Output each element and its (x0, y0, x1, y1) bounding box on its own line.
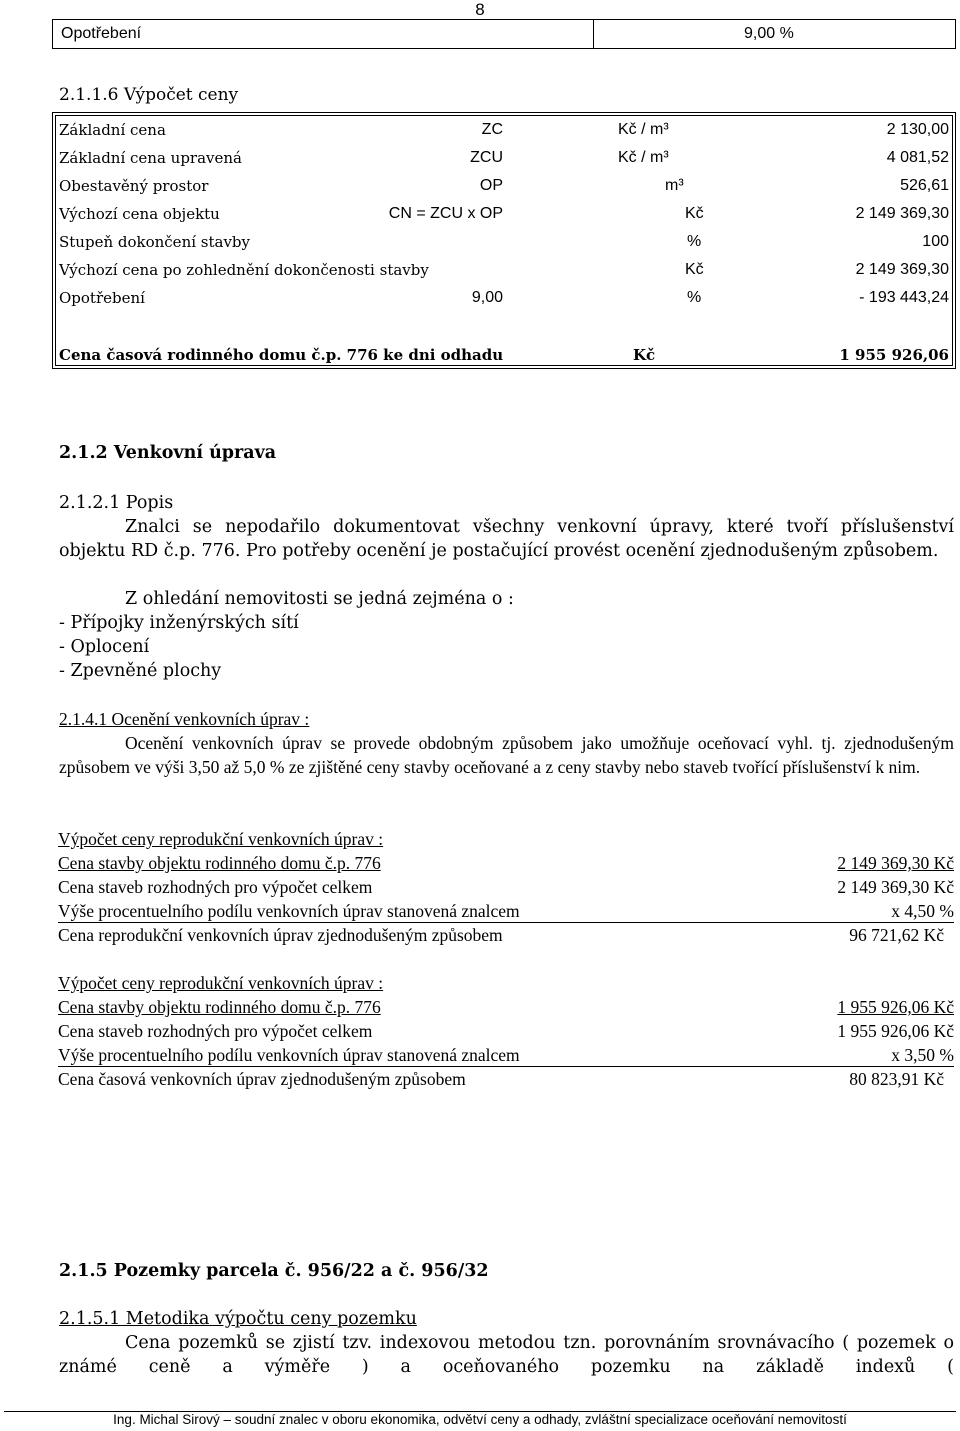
calc-b-title-text: Výpočet ceny reprodukční venkovních úprav : (58, 973, 384, 993)
calc-total-row (53, 341, 955, 369)
calc-row-code: ZCU (470, 149, 503, 166)
calc-row (53, 256, 955, 284)
calc-b-row-value: 1 955 926,06 Kč (837, 997, 954, 1017)
calc-row-label: Základní cena upravená (59, 149, 243, 167)
calc-row-code: ZC (481, 121, 503, 138)
list-item: - Přípojky inženýrských sítí (59, 613, 299, 633)
calc-row-unit: Kč / m³ (618, 149, 669, 166)
calc-row-label: Výchozí cena objektu (59, 205, 220, 223)
footer-text: Ing. Michal Sirový – soudní znalec v oboru ekonomika, odvětví ceny a odhady, zvláštní specializace oceňování nemovitostí (113, 1412, 847, 1427)
calc-a-row-value: 2 149 369,30 Kč (837, 853, 954, 873)
calc-b-row-label: Cena staveb rozhodných pro výpočet celkem (58, 1021, 373, 1041)
calc-row-code: OP (479, 177, 503, 194)
calc-row (53, 284, 955, 312)
calc-a-row-label: Výše procentuelního podílu venkovních úprav stanovená znalcem (58, 901, 520, 921)
calc-row-value: 4 081,52 (886, 149, 949, 166)
calc-row-unit: % (687, 233, 702, 250)
section-heading-land: 2.1.5 Pozemky parcela č. 956/22 a č. 956/32 (59, 1261, 489, 1281)
calc-row-unit: % (687, 289, 702, 306)
calc-row (53, 144, 955, 172)
calc-row (53, 116, 955, 144)
calc-row-unit: Kč / m³ (618, 121, 669, 138)
calc-row (53, 228, 955, 256)
calc-row-label: Opotřebení (59, 289, 145, 307)
calc-b-row-value: x 3,50 % (891, 1045, 954, 1065)
calc-b-row (58, 995, 954, 1019)
inspection-intro: Z ohledání nemovitosti se jedná zejména o : (125, 589, 514, 609)
calc-a-row-value: x 4,50 % (891, 901, 954, 921)
calc-a-row-label: Cena staveb rozhodných pro výpočet celkem (58, 877, 373, 897)
calc-b-row (58, 1019, 954, 1043)
calc-row-code: 9,00 (471, 289, 503, 306)
calc-row-value: - 193 443,24 (859, 289, 949, 306)
depreciation-value: 9,00 % (594, 20, 956, 49)
calc-b-row-label: Výše procentuelního podílu venkovních úprav stanovená znalcem (58, 1045, 520, 1065)
calc-row-value: 526,61 (900, 177, 949, 194)
calc-row-label: Základní cena (59, 121, 166, 139)
calc-row-code: CN = ZCU x OP (388, 205, 503, 222)
subheading-valuation: 2.1.4.1 Ocenění venkovních úprav : (59, 709, 310, 729)
calc-row-label: Výchozí cena po zohlednění dokončenosti stavby (59, 261, 429, 279)
calc-total-label: Cena časová rodinného domu č.p. 776 ke dni odhadu (59, 346, 504, 364)
calc-a-row (58, 875, 954, 899)
calc-b-row-value: 1 955 926,06 Kč (837, 1021, 954, 1041)
calc-a-row (58, 899, 954, 923)
calc-b-row-value: 80 823,91 Kč (849, 1069, 944, 1089)
calc-a-row-value: 2 149 369,30 Kč (837, 877, 954, 897)
valuation-paragraph: Ocenění venkovních úprav se provede obdobným způsobem jako umožňuje oceňovací vyhl. tj. zjednodušeným způsobem ve výši 3,50 až 5,0 % ze zjištěné ceny stavby oceňované a z ceny stavby nebo staveb tvořící příslušenství k nim. (59, 733, 954, 777)
calc-b-title (58, 971, 954, 995)
description-paragraph: Znalci se nepodařilo dokumentovat všechny venkovní úpravy, které tvoří příslušenství objektu RD č.p. 776. Pro potřeby ocenění je postačující provést ocenění zjednodušeným způsobem. (59, 517, 954, 561)
calc-a-title-text: Výpočet ceny reprodukční venkovních úprav : (58, 829, 384, 849)
calc-total-unit: Kč (633, 346, 656, 364)
calc-a-row-label: Cena stavby objektu rodinného domu č.p. 776 (58, 853, 381, 873)
calc-row-unit: m³ (665, 177, 684, 194)
price-calculation-table (52, 112, 956, 369)
calc-row-unit: Kč (685, 261, 704, 278)
calc-row-label: Stupeň dokončení stavby (59, 233, 251, 251)
calc-b-row (58, 1067, 954, 1091)
calc-row (53, 172, 955, 200)
calc-row-label: Obestavěný prostor (59, 177, 209, 195)
calc-row-value: 2 149 369,30 (855, 261, 949, 278)
calc-row-unit: Kč (685, 205, 704, 222)
calc-a-row (58, 851, 954, 875)
calc-total-value: 1 955 926,06 (839, 346, 949, 364)
calc-b-row (58, 1043, 954, 1067)
depreciation-label: Opotřebení (53, 20, 594, 49)
section-heading-price-calc: 2.1.1.6 Výpočet ceny (59, 85, 239, 105)
calc-a-row-value: 96 721,62 Kč (849, 925, 944, 945)
calc-row-value: 100 (922, 233, 949, 250)
page-number: 8 (475, 0, 485, 19)
calc-b-row-label: Cena časová venkovních úprav zjednodušeným způsobem (58, 1069, 466, 1089)
calc-row-value: 2 149 369,30 (855, 205, 949, 222)
subheading-land-method: 2.1.5.1 Metodika výpočtu ceny pozemku (59, 1309, 417, 1329)
calc-b-row-label: Cena stavby objektu rodinného domu č.p. 776 (58, 997, 381, 1017)
subheading-description: 2.1.2.1 Popis (59, 493, 174, 513)
depreciation-summary-table (52, 19, 956, 49)
calc-a-row (58, 923, 954, 947)
calc-row-value: 2 130,00 (886, 121, 949, 138)
calc-row (53, 200, 955, 228)
calc-a-title (58, 827, 954, 851)
list-item: - Oplocení (59, 637, 150, 657)
section-heading-outdoor: 2.1.2 Venkovní úprava (59, 443, 277, 463)
list-item: - Zpevněné plochy (59, 661, 222, 681)
calc-a-row-label: Cena reprodukční venkovních úprav zjednodušeným způsobem (58, 925, 503, 945)
land-method-paragraph: Cena pozemků se zjistí tzv. indexovou metodou tzn. porovnáním srovnávacího ( pozemek o známé ceně a výměře ) a oceňovaného pozemku na základě indexů ( (59, 1333, 954, 1377)
